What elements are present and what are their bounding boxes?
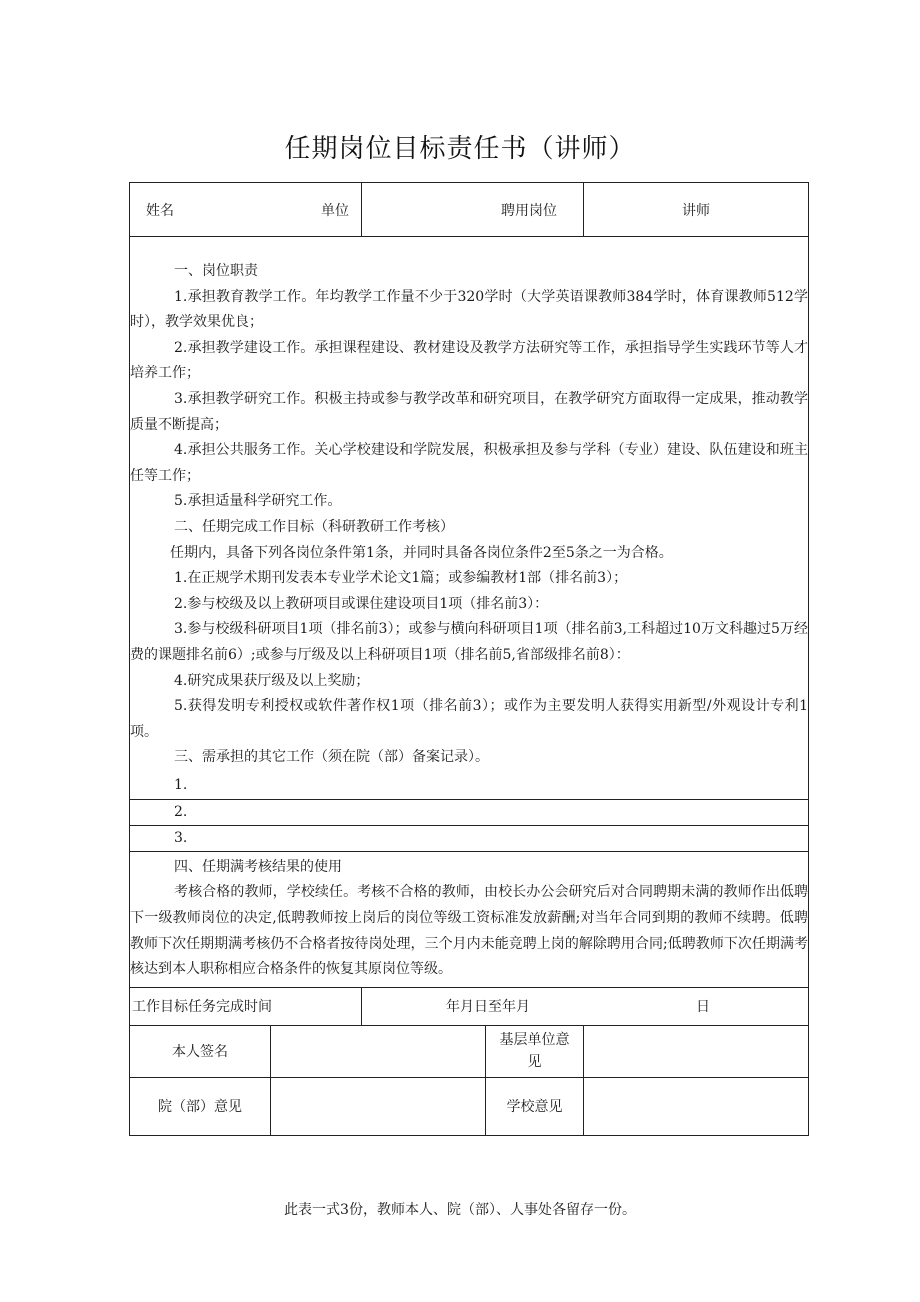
name-unit-cell [130, 183, 362, 237]
section4-cell [130, 851, 809, 987]
section2-item: 1.在正规学术期刊发表本专业学术论文1篇；或参编教材1部（排名前3）； [174, 570, 628, 587]
unit-label: 单位 [321, 202, 349, 219]
other-work-row-3 [130, 825, 809, 851]
section2-intro: 任期内，具备下列各岗位条件第1条，并同时具备各岗位条件2至5条之一为合格。 [170, 544, 673, 561]
post-label-cell [362, 183, 584, 237]
self-sign-field[interactable] [271, 1025, 486, 1077]
section1-item: 1.承担教育教学工作。年均教学工作量不少于320学时（大学英语课教师384学时，体育课教师512学时），教学效果优良； [130, 288, 808, 331]
section4-text [130, 855, 808, 983]
section4-heading: 四、任期满考核结果的使用 [174, 858, 342, 875]
section1-item: 3.承担教学研究工作。积极主持或参与教学改革和研究项目，在教学研究方面取得一定成果，推动教学质量不断提高； [130, 390, 808, 433]
section1-item: 4.承担公共服务工作。关心学校建设和学院发展，积极承担及参与学科（专业）建设、队伍建设和班主任等工作； [130, 442, 808, 484]
section1-item: 5.承担适量科学研究工作。 [174, 493, 342, 510]
completion-range: 年月日至年月 [446, 999, 530, 1016]
other-work-item-2[interactable]: 2. [130, 799, 809, 825]
post-value[interactable]: 讲师 [682, 202, 710, 219]
section1-item: 2.承担教学建设工作。承担课程建设、教材建设及教学方法研究等工作，承担指导学生实践环节等人才培养工作； [130, 339, 808, 382]
section2-item: 3.参与校级科研项目1项（排名前3）；或参与横向科研项目1项（排名前3,工科超过10万文科趣过5万经费的课题排名前6）;或参与厅级及以上科研项目1项（排名前5,省部级排名前8）： [130, 621, 808, 663]
section4-row [130, 851, 809, 987]
footer-note: 此表一式3份，教师本人、院（部）、人事处各留存一份。 [284, 1202, 636, 1218]
page-title: 任期岗位目标责任书（讲师） [284, 134, 636, 164]
unit-opinion-field[interactable] [584, 1025, 809, 1077]
section2-heading: 二、任期完成工作目标（科研教研工作考核） [174, 518, 454, 535]
header-row [130, 183, 809, 237]
other-work-row-2 [130, 799, 809, 825]
school-opinion-label: 学校意见 [486, 1077, 584, 1135]
signature-row-2 [130, 1077, 809, 1135]
completion-label: 工作目标任务完成时间 [130, 987, 362, 1025]
signature-row-1 [130, 1025, 809, 1077]
section2-item: 4.研究成果获厅级及以上奖励； [174, 672, 370, 689]
completion-day: 日 [696, 999, 710, 1016]
main-content-row [130, 237, 809, 800]
other-work-item-3[interactable]: 3. [130, 825, 809, 851]
responsibility-text [130, 259, 808, 799]
completion-value-cell[interactable] [362, 987, 809, 1025]
section2-item: 5.获得发明专利授权或软件著作权1项（排名前3）；或作为主要发明人获得实用新型/外观设计专利1项。 [130, 698, 808, 740]
section2-item: 2.参与校级及以上教研项目或课住建设项目1项（排名前3）： [174, 595, 549, 612]
other-work-item-1[interactable]: 1. [174, 776, 188, 793]
post-value-cell [584, 183, 809, 237]
responsibility-form [129, 182, 809, 1136]
dept-opinion-field[interactable] [271, 1077, 486, 1135]
section4-paragraph: 考核合格的教师，学校续任。考核不合格的教师，由校长办公会研究后对合同聘期未满的教师作出低聘下一级教师岗位的决定,低聘教师按上岗后的岗位等级工资标准发放薪酬;对当年合同到期的教师不续聘。低聘教师下次任期期满考核仍不合格者按待岗处理，三个月内未能竞聘上岗的解除聘用合同;低聘教师下次任期满考核达到本人职称相应合格条件的恢复其原岗位等级。 [130, 884, 808, 978]
completion-row [130, 987, 809, 1025]
main-content-cell [130, 237, 809, 800]
section3-heading: 三、需承担的其它工作（须在院（部）备案记录）。 [174, 749, 489, 766]
dept-opinion-label: 院（部）意见 [130, 1077, 271, 1135]
school-opinion-field[interactable] [584, 1077, 809, 1135]
self-sign-label: 本人签名 [130, 1025, 271, 1077]
section1-heading: 一、岗位职责 [174, 263, 258, 279]
post-label: 聘用岗位 [501, 202, 557, 219]
name-label: 姓名 [146, 202, 174, 219]
unit-opinion-label: 基层单位意见 [486, 1025, 584, 1077]
